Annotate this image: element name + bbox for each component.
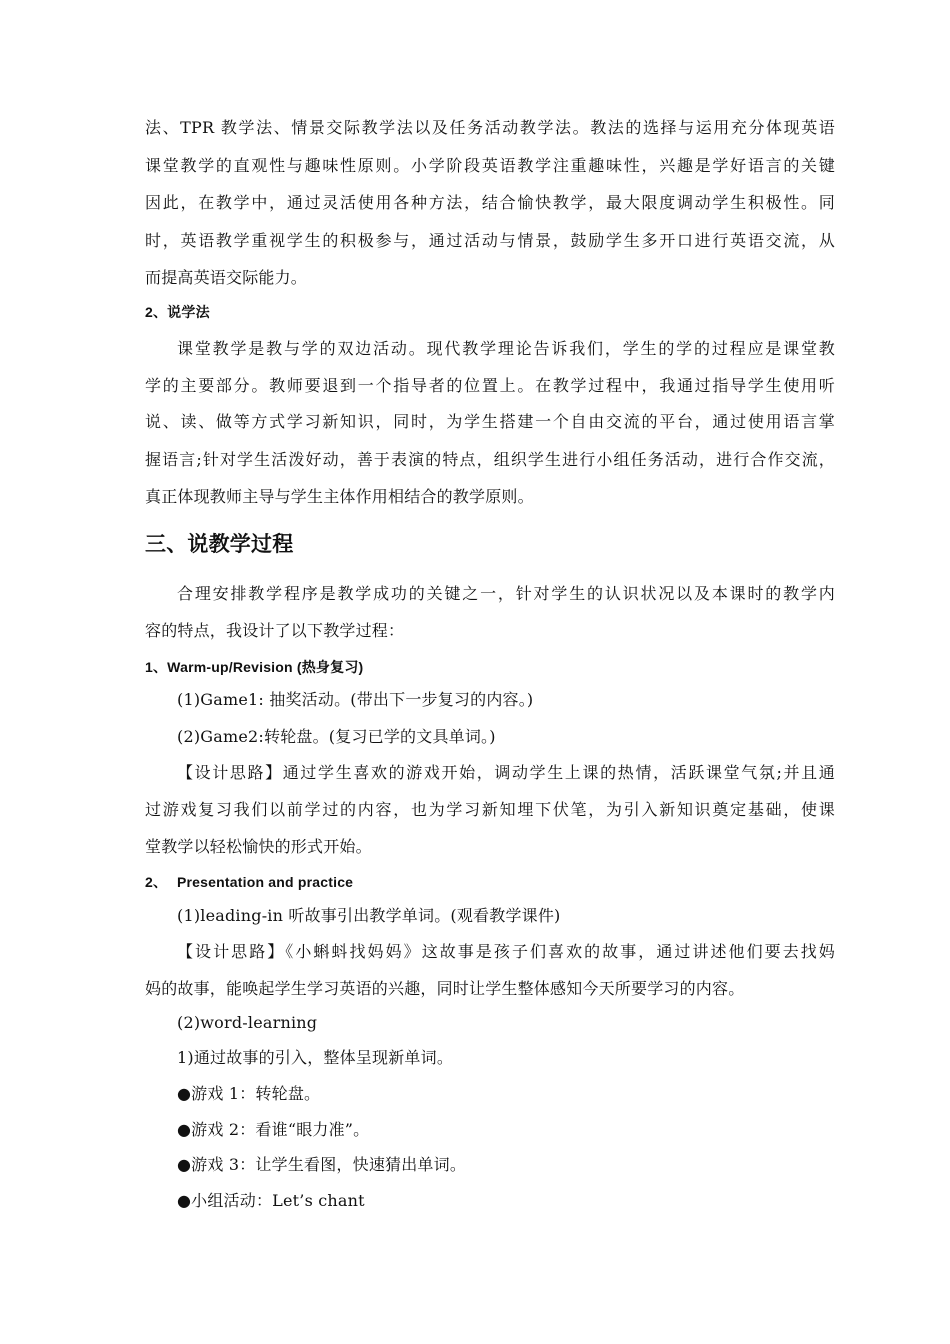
para2-line-5: 真正体现教师主导与学生主体作用相结合的教学原则。 <box>145 487 534 506</box>
step1-heading: 1、Warm-up/Revision (热身复习) <box>145 659 364 675</box>
para1-line-5: 而提高英语交际能力。 <box>145 268 308 287</box>
bullet-item-1: ●游戏 1：转轮盘。 <box>177 1084 321 1103</box>
step1-design-line-3: 堂教学以轻松愉快的形式开始。 <box>145 837 372 856</box>
para2-line-2: 学的主要部分。教师要退到一个指导者的位置上。在教学过程中，我通过指导学生使用听 <box>145 376 835 395</box>
step1-design-line-1: 【设计思路】通过学生喜欢的游戏开始，调动学生上课的热情，活跃课堂气氛;并且通 <box>177 763 835 782</box>
chapter3-heading: 三、说教学过程 <box>145 533 294 556</box>
para1-line-3: 因此，在教学中，通过灵活使用各种方法，结合愉快教学，最大限度调动学生积极性。同 <box>145 193 835 212</box>
para2-line-4: 握语言;针对学生活泼好动，善于表演的特点，组织学生进行小组任务活动，进行合作交流， <box>145 450 835 469</box>
bullet-item-3: ●游戏 3：让学生看图，快速猜出单词。 <box>177 1155 467 1174</box>
bullet-item-4: ●小组活动：Let’s chant <box>177 1191 365 1210</box>
step1-game2: (2)Game2:转轮盘。(复习已学的文具单词。) <box>177 727 496 746</box>
para3-line-2: 容的特点，我设计了以下教学过程： <box>145 621 405 640</box>
step2-design-line-2: 妈的故事，能唤起学生学习英语的兴趣，同时让学生整体感知今天所要学习的内容。 <box>145 979 745 998</box>
step1-design-line-2: 过游戏复习我们以前学过的内容，也为学习新知埋下伏笔，为引入新知识奠定基础，使课 <box>145 800 835 819</box>
step2-heading: Presentation and practice <box>177 874 354 890</box>
para3-line-1: 合理安排教学程序是教学成功的关键之一，针对学生的认识状况以及本课时的教学内 <box>177 584 835 603</box>
section2-heading: 2、说学法 <box>145 304 210 320</box>
step2-heading-number: 2、 <box>145 874 168 890</box>
para1-line-4: 时，英语教学重视学生的积极参与，通过活动与情景，鼓励学生多开口进行英语交流，从 <box>145 231 835 250</box>
step2-leading-in: (1)leading-in 听故事引出教学单词。(观看教学课件) <box>177 906 561 925</box>
step2-design-line-1: 【设计思路】《小蝌蚪找妈妈》这故事是孩子们喜欢的故事，通过讲述他们要去找妈 <box>177 942 835 961</box>
step1-game1: (1)Game1: 抽奖活动。(带出下一步复习的内容。) <box>177 690 534 709</box>
para2-line-3: 说、读、做等方式学习新知识，同时，为学生搭建一个自由交流的平台，通过使用语言掌 <box>145 412 835 431</box>
bullet-item-2: ●游戏 2：看谁“眼力准”。 <box>177 1120 370 1139</box>
para1-line-1: 法、TPR 教学法、情景交际教学法以及任务活动教学法。教法的选择与运用充分体现英语 <box>145 118 835 137</box>
step2-intro: 1)通过故事的引入，整体呈现新单词。 <box>177 1048 454 1067</box>
para1-line-2: 课堂教学的直观性与趣味性原则。小学阶段英语教学注重趣味性，兴趣是学好语言的关键 <box>145 156 835 175</box>
para2-line-1: 课堂教学是教与学的双边活动。现代教学理论告诉我们，学生的学的过程应是课堂教 <box>177 339 835 358</box>
step2-word-learning: (2)word-learning <box>177 1013 318 1032</box>
